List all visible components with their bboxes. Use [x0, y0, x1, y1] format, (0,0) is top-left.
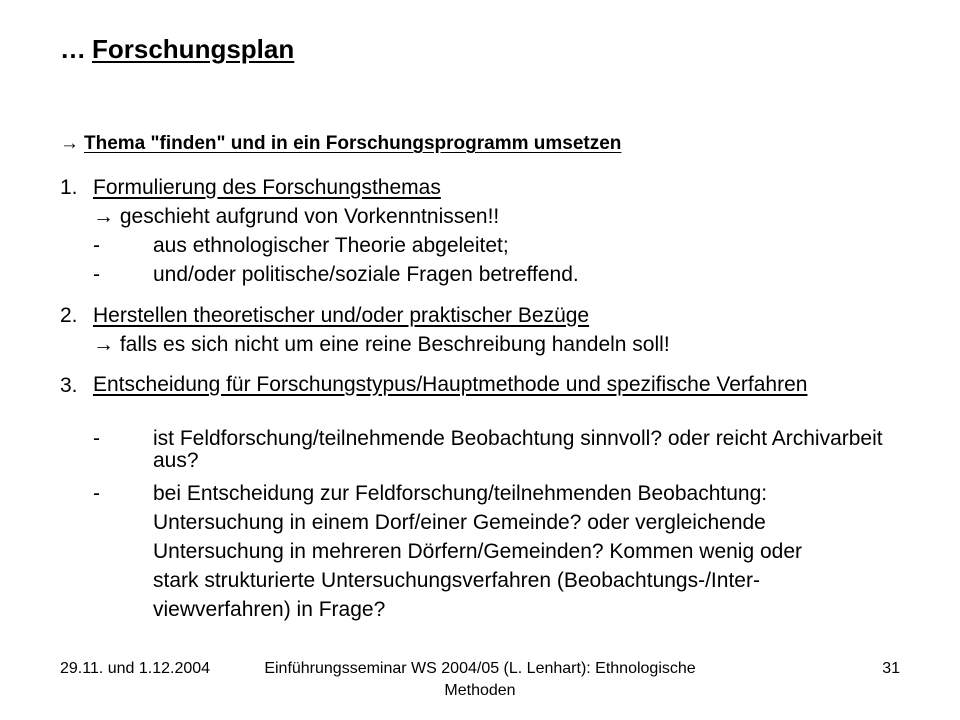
- slide-subtitle: [60, 133, 621, 155]
- item-heading: Formulierung des Forschungsthemas: [93, 176, 441, 199]
- footer-course-title: Einführungsseminar WS 2004/05 (L. Lenhart): Ethnologische Methoden: [264, 660, 696, 699]
- title-prefix: …: [60, 34, 86, 64]
- bullet-continuation: stark strukturierte Untersuchungsverfahren (Beobachtungs-/Inter-: [153, 569, 760, 592]
- bullet-dash: -: [93, 482, 100, 505]
- right-arrow-icon: →: [60, 133, 79, 154]
- item-number: 3.: [60, 374, 78, 397]
- item-number: 1.: [60, 176, 78, 199]
- item-heading: Herstellen theoretischer und/oder praktischer Bezüge: [93, 304, 590, 327]
- list-item-1: [60, 176, 900, 200]
- slide-title: [60, 34, 294, 65]
- bullet-text: und/oder politische/soziale Fragen betreffend.: [153, 263, 579, 286]
- bullet-continuation: Untersuchung in einem Dorf/einer Gemeinde? oder vergleichende: [153, 511, 766, 534]
- subtitle-text: Thema "finden" und in ein Forschungsprogramm umsetzen: [84, 133, 622, 154]
- item-number: 2.: [60, 304, 78, 327]
- bullet-text: bei Entscheidung zur Feldforschung/teilnehmenden Beobachtung:: [153, 482, 768, 505]
- title-text: Forschungsplan: [92, 34, 295, 64]
- bullet-text: ist Feldforschung/teilnehmende Beobachtung sinnvoll? oder reicht Archivarbeit aus?: [153, 427, 883, 472]
- bullet-dash: -: [93, 427, 100, 450]
- bullet-item: [93, 234, 903, 258]
- bullet-continuation: Untersuchung in mehreren Dörfern/Gemeinden? Kommen wenig oder: [153, 540, 803, 563]
- bullet-text: aus ethnologischer Theorie abgeleitet;: [153, 234, 509, 257]
- list-item-2: [60, 304, 900, 328]
- item-heading: Entscheidung für Forschungstypus/Hauptmethode und spezifische Verfahren: [93, 373, 808, 396]
- page-number: 31: [882, 660, 900, 677]
- bullet-dash: -: [93, 234, 100, 257]
- bullet-item: [93, 263, 903, 287]
- item-note: → falls es sich nicht um eine reine Beschreibung handeln soll!: [93, 333, 670, 356]
- item-note: → geschieht aufgrund von Vorkenntnissen!!: [93, 205, 500, 228]
- bullet-item: [93, 482, 903, 506]
- bullet-continuation: viewverfahren) in Frage?: [153, 598, 386, 621]
- list-item-3: [60, 374, 900, 396]
- footer-date: 29.11. und 1.12.2004: [60, 660, 211, 677]
- bullet-item: [93, 428, 903, 472]
- bullet-dash: -: [93, 263, 100, 286]
